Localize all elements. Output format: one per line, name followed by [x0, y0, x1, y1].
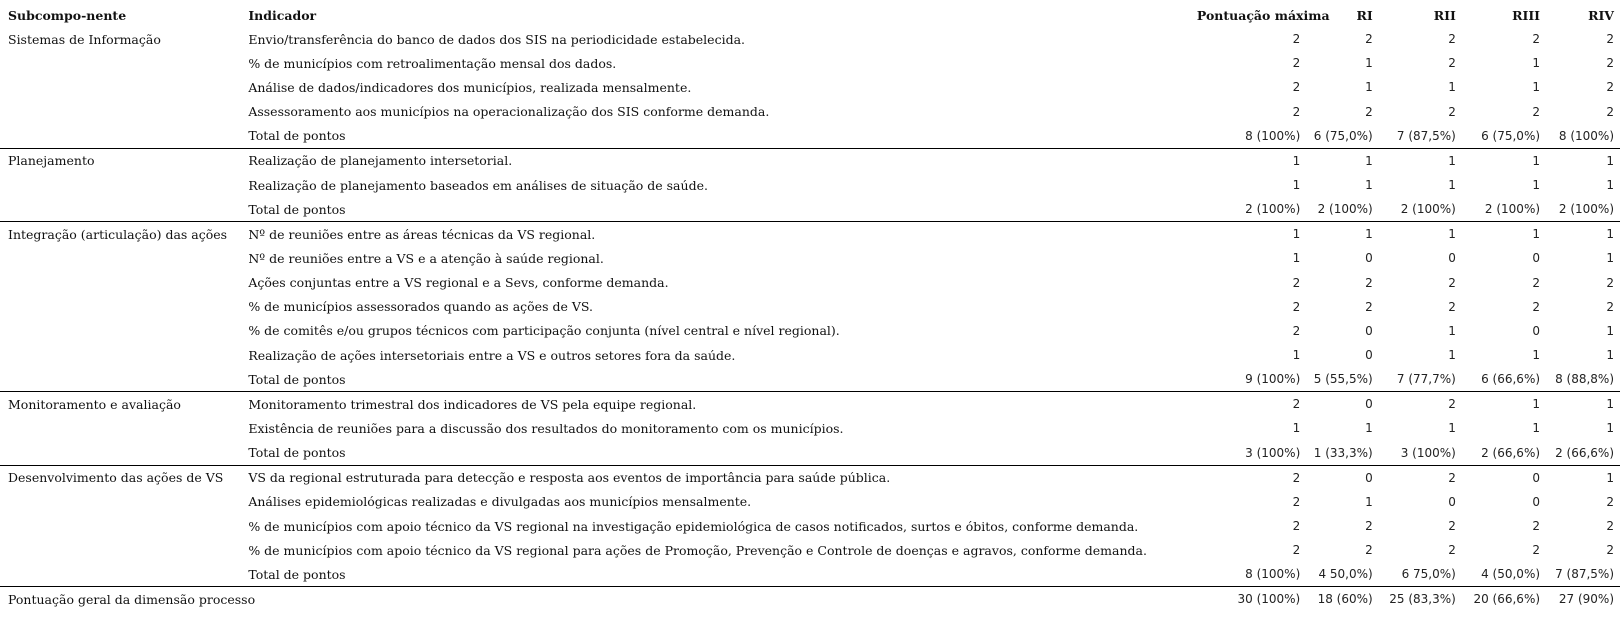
- score-cell: 2: [1532, 543, 1541, 558]
- subcomponent-cell: [0, 416, 248, 440]
- score-cell: 2: [1365, 543, 1373, 558]
- table-row: [0, 514, 1620, 538]
- score-cell: 2 (66,6%): [1540, 441, 1620, 466]
- subcomponent-cell: [0, 538, 248, 562]
- score-cell: 2: [1532, 275, 1541, 290]
- score-cell: 1: [1606, 251, 1614, 266]
- score-cell: 2: [1606, 275, 1614, 290]
- score-cell: 2: [1365, 275, 1373, 290]
- score-cell: 2: [1448, 275, 1456, 290]
- score-cell: 2: [1606, 32, 1614, 47]
- indicator-cell: Monitoramento trimestral dos indicadores de VS pela equipe regional.: [248, 396, 697, 412]
- indicator-cell: Realização de planejamento intersetorial.: [248, 153, 513, 169]
- footer-value: 18 (60%): [1317, 592, 1373, 607]
- score-cell: 2: [1448, 32, 1456, 47]
- score-cell: 1: [1606, 227, 1614, 242]
- score-cell: 2: [1606, 519, 1614, 534]
- table-row: [0, 246, 1620, 270]
- subcomponent-cell: [0, 562, 248, 587]
- score-cell: 0: [1532, 470, 1541, 485]
- indicator-cell: Nº de reuniões entre a VS e a atenção à saúde regional.: [248, 250, 604, 266]
- footer-value: 20 (66,6%): [1473, 592, 1541, 607]
- indicator-cell: % de comitês e/ou grupos técnicos com participação conjunta (nível central e nível regional).: [248, 323, 840, 339]
- score-cell: 2: [1606, 80, 1614, 95]
- score-cell: 6 75,0%): [1373, 562, 1456, 587]
- indicator-cell: Existência de reuniões para a discussão dos resultados do monitoramento com os municípios.: [248, 420, 844, 436]
- score-cell: 1: [1532, 348, 1541, 363]
- score-cell: 3 (100%): [1373, 441, 1456, 466]
- table-row: [0, 441, 1620, 466]
- indicator-cell: VS da regional estruturada para detecção e resposta aos eventos de importância para saúde pública.: [248, 470, 891, 486]
- score-cell: 2: [1292, 323, 1301, 338]
- score-cell: 1: [1606, 397, 1614, 412]
- score-cell: 1: [1292, 227, 1301, 242]
- score-cell: 2: [1365, 104, 1373, 119]
- score-cell: 1: [1532, 178, 1541, 193]
- score-cell: 9 (100%): [1197, 367, 1300, 392]
- indicator-cell: Assessoramento aos municípios na operacionalização dos SIS conforme demanda.: [248, 104, 770, 120]
- indicator-cell: Total de pontos: [248, 197, 1197, 222]
- score-cell: 1: [1448, 178, 1456, 193]
- score-cell: 0: [1365, 470, 1373, 485]
- footer-value: 27 (90%): [1558, 592, 1614, 607]
- table-row: [0, 51, 1620, 75]
- score-cell: 1 (33,3%): [1300, 441, 1372, 466]
- score-cell: 8 (100%): [1197, 124, 1300, 149]
- table-row: [0, 490, 1620, 514]
- score-cell: 1: [1532, 397, 1541, 412]
- footer-value: 25 (83,3%): [1389, 592, 1456, 607]
- subcomponent-cell: [0, 367, 248, 392]
- score-cell: 1: [1365, 153, 1373, 168]
- table-row: [0, 538, 1620, 562]
- table-row: [0, 148, 1620, 173]
- subcomponent-cell: [0, 100, 248, 124]
- score-cell: 2: [1448, 397, 1456, 412]
- score-cell: 2: [1292, 32, 1301, 47]
- score-cell: 2: [1292, 519, 1301, 534]
- score-cell: 8 (100%): [1197, 562, 1300, 587]
- score-cell: 1: [1448, 421, 1456, 436]
- score-cell: 2: [1448, 470, 1456, 485]
- subcomponent-cell: [0, 173, 248, 197]
- score-cell: 2 (100%): [1540, 197, 1620, 222]
- footer-value: 30 (100%): [1237, 592, 1301, 607]
- score-cell: 8 (88,8%): [1540, 367, 1620, 392]
- score-cell: 2: [1292, 80, 1301, 95]
- header-row: [0, 3, 1620, 27]
- header-max-score: Pontuação máxima: [1196, 7, 1330, 23]
- score-cell: 2: [1606, 494, 1614, 509]
- score-cell: 1: [1292, 421, 1301, 436]
- table-row: [0, 343, 1620, 367]
- score-cell: 7 (87,5%): [1540, 562, 1620, 587]
- table-row: [0, 271, 1620, 295]
- subcomponent-cell: Monitoramento e avaliação: [8, 396, 181, 412]
- subcomponent-cell: [0, 124, 248, 149]
- scores-table: [0, 3, 1620, 612]
- subcomponent-cell: Integração (articulação) das ações: [8, 226, 228, 242]
- score-cell: 6 (75,0%): [1300, 124, 1372, 149]
- score-cell: 8 (100%): [1540, 124, 1620, 149]
- score-cell: 2: [1532, 104, 1541, 119]
- table-row: [0, 27, 1620, 51]
- score-cell: 1: [1448, 323, 1456, 338]
- score-cell: 1: [1365, 56, 1373, 71]
- score-cell: 2 (100%): [1197, 197, 1300, 222]
- score-cell: 2: [1448, 299, 1456, 314]
- score-cell: 2: [1292, 275, 1301, 290]
- score-cell: 2: [1448, 56, 1456, 71]
- indicator-cell: % de municípios assessorados quando as ações de VS.: [248, 299, 593, 315]
- score-cell: 2: [1292, 470, 1301, 485]
- score-cell: 1: [1365, 421, 1373, 436]
- subcomponent-cell: [0, 319, 248, 343]
- footer-row: [0, 587, 1620, 612]
- subcomponent-cell: [0, 295, 248, 319]
- indicator-cell: Envio/transferência do banco de dados dos SIS na periodicidade estabelecida.: [248, 31, 745, 47]
- subcomponent-cell: Sistemas de Informação: [8, 31, 161, 47]
- score-cell: 0: [1365, 323, 1373, 338]
- subcomponent-cell: [0, 271, 248, 295]
- subcomponent-cell: [0, 246, 248, 270]
- score-cell: 1: [1532, 56, 1541, 71]
- score-cell: 0: [1448, 251, 1456, 266]
- score-cell: 5 (55,5%): [1300, 367, 1372, 392]
- score-cell: 0: [1448, 494, 1456, 509]
- score-cell: 2 (66,6%): [1456, 441, 1540, 466]
- score-cell: 1: [1365, 494, 1373, 509]
- subcomponent-cell: [0, 51, 248, 75]
- table-row: [0, 392, 1620, 417]
- table-row: [0, 75, 1620, 99]
- indicator-cell: Ações conjuntas entre a VS regional e a Sevs, conforme demanda.: [248, 275, 669, 291]
- score-cell: 2: [1448, 543, 1456, 558]
- table-row: [0, 562, 1620, 587]
- subcomponent-cell: [0, 343, 248, 367]
- score-cell: 4 50,0%): [1300, 562, 1372, 587]
- indicator-cell: % de municípios com apoio técnico da VS regional para ações de Promoção, Prevenção e Controle de doenças e agravos, conforme demanda.: [248, 542, 1147, 558]
- score-cell: 1: [1292, 348, 1301, 363]
- score-cell: 1: [1292, 178, 1301, 193]
- score-cell: 1: [1606, 421, 1614, 436]
- score-cell: 1: [1606, 178, 1614, 193]
- score-cell: 2 (100%): [1456, 197, 1540, 222]
- footer-label: Pontuação geral da dimensão processo: [8, 591, 256, 607]
- score-cell: 1: [1532, 421, 1541, 436]
- table-row: [0, 124, 1620, 149]
- subcomponent-cell: [0, 490, 248, 514]
- score-cell: 1: [1365, 80, 1373, 95]
- subcomponent-cell: [0, 197, 248, 222]
- score-cell: 2: [1606, 104, 1614, 119]
- table-row: [0, 197, 1620, 222]
- score-cell: 1: [1448, 153, 1456, 168]
- subcomponent-cell: [0, 441, 248, 466]
- subcomponent-cell: [0, 514, 248, 538]
- score-cell: 2: [1292, 104, 1301, 119]
- score-cell: 2: [1606, 299, 1614, 314]
- indicator-cell: Realização de planejamento baseados em análises de situação de saúde.: [248, 177, 708, 193]
- header-indicator: Indicador: [248, 7, 317, 23]
- score-cell: 0: [1532, 323, 1541, 338]
- indicator-cell: Total de pontos: [248, 124, 1197, 149]
- score-cell: 1: [1532, 227, 1541, 242]
- header-subcomponent: Subcompo-nente: [8, 7, 127, 23]
- indicator-cell: Nº de reuniões entre as áreas técnicas da VS regional.: [248, 226, 596, 242]
- header-riii: RIII: [1512, 7, 1541, 23]
- subcomponent-cell: Desenvolvimento das ações de VS: [8, 470, 224, 486]
- indicator-cell: Total de pontos: [248, 441, 1197, 466]
- score-cell: 1: [1532, 153, 1541, 168]
- score-cell: 2: [1532, 519, 1541, 534]
- score-cell: 2: [1606, 543, 1614, 558]
- header-ri: RI: [1356, 7, 1373, 23]
- table-row: [0, 222, 1620, 247]
- indicator-cell: Análise de dados/indicadores dos municípios, realizada mensalmente.: [248, 79, 692, 95]
- subcomponent-cell: [0, 75, 248, 99]
- score-cell: 2: [1532, 32, 1541, 47]
- header-riv: RIV: [1588, 7, 1614, 23]
- indicator-cell: Total de pontos: [248, 367, 1197, 392]
- score-cell: 7 (87,5%): [1373, 124, 1456, 149]
- table-row: [0, 465, 1620, 490]
- score-cell: 0: [1532, 494, 1541, 509]
- score-cell: 1: [1606, 323, 1614, 338]
- indicator-cell: Análises epidemiológicas realizadas e divulgadas aos municípios mensalmente.: [248, 494, 752, 510]
- score-cell: 1: [1532, 80, 1541, 95]
- score-cell: 2: [1365, 32, 1373, 47]
- indicator-cell: % de municípios com apoio técnico da VS regional na investigação epidemiológica de casos notificados, surtos e óbitos, conforme demanda.: [248, 518, 1139, 534]
- score-cell: 2: [1532, 299, 1541, 314]
- score-cell: 2: [1365, 519, 1373, 534]
- score-cell: 0: [1532, 251, 1541, 266]
- score-cell: 3 (100%): [1197, 441, 1300, 466]
- score-cell: 1: [1448, 348, 1456, 363]
- score-cell: 2: [1292, 56, 1301, 71]
- indicator-cell: Total de pontos: [248, 562, 1197, 587]
- score-cell: 1: [1365, 227, 1373, 242]
- score-cell: 1: [1365, 178, 1373, 193]
- table-row: [0, 100, 1620, 124]
- score-cell: 2: [1448, 104, 1456, 119]
- table-row: [0, 416, 1620, 440]
- score-cell: 7 (77,7%): [1373, 367, 1456, 392]
- score-cell: 4 (50,0%): [1456, 562, 1540, 587]
- score-cell: 2 (100%): [1300, 197, 1372, 222]
- score-cell: 2: [1292, 397, 1301, 412]
- score-cell: 1: [1448, 227, 1456, 242]
- score-cell: 2: [1292, 494, 1301, 509]
- score-cell: 2: [1292, 543, 1301, 558]
- score-cell: 0: [1365, 348, 1373, 363]
- score-cell: 2: [1448, 519, 1456, 534]
- table-body: [0, 27, 1620, 587]
- score-cell: 6 (66,6%): [1456, 367, 1540, 392]
- score-cell: 1: [1292, 153, 1301, 168]
- score-cell: 2 (100%): [1373, 197, 1456, 222]
- table-row: [0, 295, 1620, 319]
- subcomponent-cell: Planejamento: [8, 153, 95, 169]
- table-row: [0, 367, 1620, 392]
- score-cell: 1: [1448, 80, 1456, 95]
- score-cell: 1: [1292, 251, 1301, 266]
- table-row: [0, 319, 1620, 343]
- table-row: [0, 173, 1620, 197]
- score-cell: 0: [1365, 397, 1373, 412]
- indicator-cell: % de municípios com retroalimentação mensal dos dados.: [248, 55, 617, 71]
- score-cell: 1: [1606, 470, 1614, 485]
- score-cell: 2: [1292, 299, 1301, 314]
- header-rii: RII: [1433, 7, 1456, 23]
- score-cell: 6 (75,0%): [1456, 124, 1540, 149]
- score-cell: 1: [1606, 153, 1614, 168]
- score-cell: 0: [1365, 251, 1373, 266]
- indicator-cell: Realização de ações intersetoriais entre a VS e outros setores fora da saúde.: [248, 347, 736, 363]
- score-cell: 2: [1365, 299, 1373, 314]
- score-cell: 1: [1606, 348, 1614, 363]
- score-cell: 2: [1606, 56, 1614, 71]
